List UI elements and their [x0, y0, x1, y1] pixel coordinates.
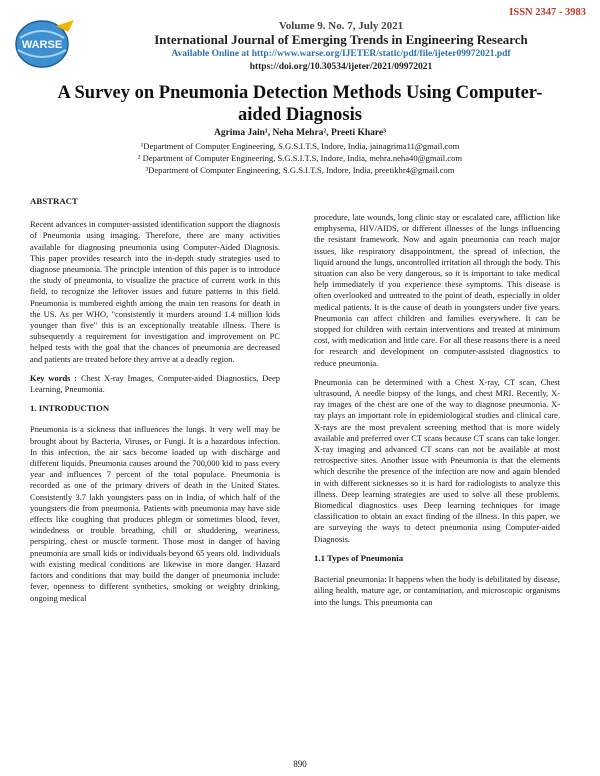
types-of-pneumonia-heading: 1.1 Types of Pneumonia [314, 552, 404, 563]
left-column [30, 196, 280, 612]
doi-link[interactable]: https://doi.org/10.30534/ijeter/2021/09972021 [249, 62, 433, 72]
introduction-heading: 1. INTRODUCTION [30, 403, 110, 414]
affiliation-1: ¹Department of Computer Engineering, S.G.S.I.T.S, Indore, India, jainagrima11@gmail.com [140, 141, 460, 151]
available-online-link[interactable]: Available Online at http://www.warse.org/IJETER/static/pdf/file/ijeter09972021.pdf [171, 49, 511, 59]
keywords-text: Chest X-ray Images, Computer-aided Diagnostics, Deep Learning, Pneumonia. [30, 372, 281, 395]
right-paragraph-3: Bacterial pneumonia: It happens when the body is debilitated by disease, ailing health, mature age, or contamination, and microscopic organisms into the lungs. This pneumonia can [314, 574, 560, 607]
volume-line: Volume 9. No. 7, July 2021 [278, 20, 404, 32]
author-list: Agrima Jain¹, Neha Mehra², Preeti Khare³ [213, 128, 387, 138]
keywords [30, 373, 280, 395]
affiliation-3: ³Department of Computer Engineering, S.G.S.I.T.S, Indore, India, preetikhr4@gmail.com [145, 165, 455, 175]
introduction-paragraph-1: Pneumonia is a sickness that influences the lungs. It very well may be brought about by Bacteria, Viruses, or Fungi. It is a hazardous infection. In this infection, the air sacs become loaded up with discharge and different liquids. Pneumonia causes around the 700,000 kid to pass every year and influences 7 percent of the total populace. Pneumonia is recorded as one of the primary drivers of death in the United States. Consistently 3.7 lakh youngsters pass on in India, of which half of the youngsters die from pneumonia. Patients with pneumonia may have side effects like coughing that produces phlegm or sometimes blood, fever, windedness or trouble breathing, chill or shuddering, weariness, perspiring, chest or muscle torment. Those most in danger of having pneumonia are small kids or individuals beyond 65 years old. Individuals with existing medical conditions are likewise in more danger. Hazard factors and conditions that may build the danger of pneumonia include: fever, openness to different synthetics, smoking or weighty drinking, ongoing medical [30, 424, 280, 603]
paper-title: A Survey on Pneumonia Detection Methods Using Computer-aided Diagnosis [57, 83, 543, 126]
abstract-text: Recent advances in computer-assisted identification support the diagnosis of Pneumonia using imaging. Therefore, there are many activities available for diagnosing pneumonia using Computer-Aided Diagnosis. This paper provides research into the in-depth study strategies used to diagnose pneumonia. The principle intention of this paper is to introduce the study of pneumonia, to visualize the practice of current work in this field, to recognize the leftover issues and future patterns in this field. Pneumonia is numbered eighth among the main ten reasons for death in the US. As per WHO, "consistently it murders around 1.4 million kids younger than five" this is an exceptionally treatable illness. There is subsequently a requirement for investigation and improvement on PC helped tests with the goal that the chances of pneumonia are decreased and patients are treated before they arrive at a deadly region. [30, 219, 280, 364]
right-column [314, 212, 560, 616]
journal-logo [12, 18, 84, 70]
affiliation-2: ² Department of Computer Engineering, S.G.S.I.T.S, Indore, India, mehra.neha40@gmail.com [137, 153, 463, 163]
right-paragraph-1: procedure, late wounds, long clinic stay or escalated care, affliction like emphysema, HIV/AIDS, or different illnesses of the lungs influencing the resistant framework. Now and again pneumonia can reach major issues, like respiratory disappointment, the spread of infection, the liquid around the lungs, uncontrolled irritation all through the body. This situation can also be very dangerous, so it is important to take medical help immediately if you experience these symptoms. This disease is often overlooked and untreated to the point of death, especially in older medical patients. It is the cause of death in youngsters under five years. Pneumonia can affect children and families everywhere. It can be stopped for children with certain interventions and treated at minimum cost, with medication and little care. For all these reasons there is a need for research and development on computer-assisted diagnostics to reduce pneumonia. [314, 212, 560, 368]
page-number: 890 [293, 759, 307, 769]
issn-label: ISSN 2347 - 3983 [509, 7, 586, 18]
journal-name: International Journal of Emerging Trends in Engineering Research [154, 32, 528, 47]
abstract-heading: ABSTRACT [30, 196, 78, 206]
logo-text: WARSE [21, 39, 63, 51]
right-paragraph-2: Pneumonia can be determined with a Chest X-ray, CT scan, Chest ultrasound, A needle biopsy of the lungs, and chest MRI. Recently, X-ray images of the chest are one of the way to diagnose pneumonia. X-ray plays an important role in epidemiological studies and clinical care. X-rays are the most prevalent screening method that is more widely available and preferred over CT scans because CT scans can take longer. X-ray imaging and advanced CT scans can not be available at most retrospective sites. Another issue with Pneumonia is that the elements which describe the presence of the infection are now and again blended in with different sicknesses so it is hard for radiologists to analyze this illness. Deep learning strategies are used to solve all these problems. Biomedical diagnostics uses Deep learning techniques for image classification to obtain an exact finding of the illness. In this paper, we are surveying the ways to detect pneumonia using Computer-aided Diagnosis. [314, 376, 560, 544]
keywords-label: Key words : [30, 372, 78, 383]
